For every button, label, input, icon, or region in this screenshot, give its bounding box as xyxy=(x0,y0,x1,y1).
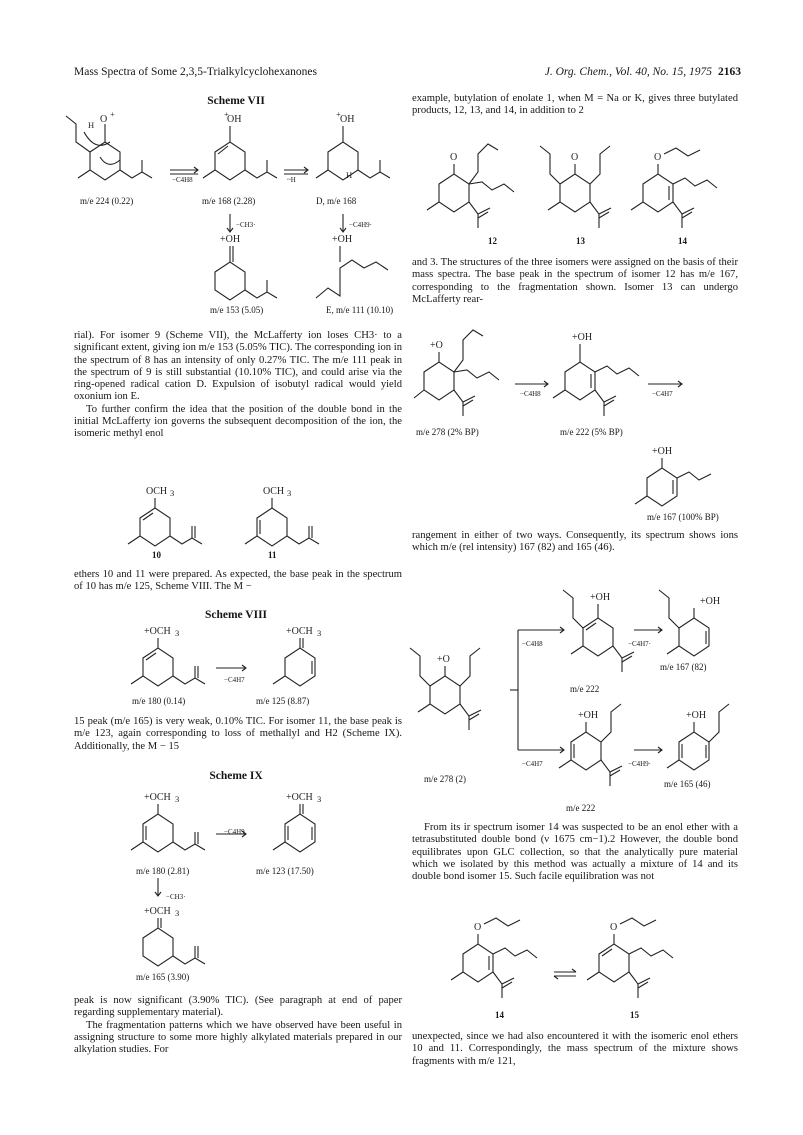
scheme-ix-diagram xyxy=(120,790,350,980)
f13-label-167: m/e 167 (82) xyxy=(660,662,707,672)
s7-reagent-1: −C4H8 xyxy=(172,176,193,184)
paragraph: To further confirm the idea that the position of the double bond in the initial McLafferty ion governs the subsequent decomposition of the ion, the isomeric methyl enol xyxy=(74,403,402,440)
right-text-block-2 xyxy=(412,257,738,306)
s7-label-e111: E, m/e 111 (10.10) xyxy=(326,305,394,315)
page-number: 2163 xyxy=(718,66,741,78)
svg-text:+OH: +OH xyxy=(652,446,673,457)
svg-text:+OH: +OH xyxy=(578,710,599,721)
paragraph: rangement in either of two ways. Consequently, its spectrum shows ions which m/e (rel intensity) 167 (82) and 165 (46). xyxy=(412,530,738,554)
paragraph: The fragmentation patterns which we have observed have been useful in assigning structure to some more highly alkylated materials prepared in our alkylation studies. For xyxy=(74,1019,402,1056)
paragraph: unexpected, since we had also encountered it with the isomeric enol ethers 10 and 11. Correspondingly, the mass spectrum of the mixture shows fragments with m/e 121, xyxy=(412,1031,738,1067)
svg-text:+OCH: +OCH xyxy=(286,792,313,803)
f13-label-165: m/e 165 (46) xyxy=(664,779,711,789)
f12-reagent-1: −C4H8 xyxy=(520,390,541,398)
scheme-viii-diagram xyxy=(120,624,350,684)
paragraph: peak is now significant (3.90% TIC). (See paragraph at end of paper regarding supplementary material). xyxy=(74,995,402,1019)
svg-text:3: 3 xyxy=(170,488,175,498)
svg-text:O: O xyxy=(474,922,482,933)
left-text-block-2 xyxy=(74,569,402,594)
s9-reagent-1: −C4H9 xyxy=(224,828,245,836)
svg-text:O: O xyxy=(654,152,662,163)
svg-text:H: H xyxy=(346,170,353,180)
scheme-vii-title: Scheme VII xyxy=(207,95,265,107)
right-text-block-1 xyxy=(412,93,738,118)
f13-reagent-1: −C4H8 xyxy=(522,640,543,648)
svg-text:+OCH: +OCH xyxy=(286,626,313,637)
svg-text:OH: OH xyxy=(227,114,242,125)
f13-label-222-lower: m/e 222 xyxy=(566,803,596,813)
s7-label-d168: D, m/e 168 xyxy=(316,196,357,206)
right-text-block-5 xyxy=(412,1031,738,1068)
svg-text:O: O xyxy=(100,114,108,125)
svg-text:+OCH: +OCH xyxy=(144,906,171,917)
svg-text:+: + xyxy=(224,109,229,119)
left-text-block-1 xyxy=(74,330,402,441)
f13-reagent-4: −C4H9· xyxy=(628,760,652,768)
svg-text:+OCH: +OCH xyxy=(144,792,171,803)
paragraph: and 3. The structures of the three isomers were assigned on the basis of their mass spectra. The base peak in the spectrum of isomer 12 has m/e 167, corresponding to the fragmentation shown. Isomer 13 can undergo McLafferty rear- xyxy=(412,257,738,305)
f13-label-222-upper: m/e 222 xyxy=(570,684,600,694)
svg-text:+: + xyxy=(336,109,341,119)
svg-text:O: O xyxy=(610,922,618,933)
f12-reagent-2: −C4H7 xyxy=(652,390,673,398)
s7-reagent-3: −CH3· xyxy=(236,221,256,229)
svg-text:+OH: +OH xyxy=(332,234,353,245)
svg-text:3: 3 xyxy=(175,908,180,918)
s7-label-168: m/e 168 (2.28) xyxy=(202,196,256,206)
paragraph: From its ir spectrum isomer 14 was suspected to be an enol ether with a tetrasubstituted double bond (ν 1675 cm−1).2 However, the double bond equilibrates upon GLC collection, so that the analytically pure material which we isolated by this method was actually a mixture of 14 and its double bond isomer 15. Such facile equilibration was not xyxy=(412,822,738,883)
equilibrium-diagram xyxy=(450,906,720,1016)
journal-name: J. Org. Chem., Vol. 40, No. 15, 1975 xyxy=(544,66,712,78)
scheme-viii-title: Scheme VIII xyxy=(204,609,268,621)
s8-reagent: −C4H7 xyxy=(224,676,245,684)
svg-text:+O: +O xyxy=(437,654,450,665)
journal-citation xyxy=(545,66,741,78)
left-text-block-4 xyxy=(74,995,402,1056)
svg-text:OCH: OCH xyxy=(146,486,168,497)
f13-reagent-3: −C4H7 xyxy=(522,760,543,768)
compound-15: 15 xyxy=(630,1010,639,1020)
compound-10: 10 xyxy=(152,550,161,560)
paragraph: ethers 10 and 11 were prepared. As expected, the base peak in the spectrum of 10 has m/e 125, Scheme VIII. The M − xyxy=(74,569,402,593)
paragraph: example, butylation of enolate 1, when M = Na or K, gives three butylated products, 12, 13, and 14, in addition to 2 xyxy=(412,93,738,117)
f12-label-278: m/e 278 (2% BP) xyxy=(416,427,479,437)
fragmentation-12-diagram xyxy=(420,318,740,508)
s7-label-153: m/e 153 (5.05) xyxy=(210,305,264,315)
svg-text:OH: OH xyxy=(340,114,355,125)
right-text-block-3 xyxy=(412,530,738,555)
s7-reagent-2: ~H xyxy=(287,176,296,184)
left-text-block-3 xyxy=(74,716,402,753)
svg-text:+OH: +OH xyxy=(700,596,721,607)
svg-text:3: 3 xyxy=(317,794,322,804)
svg-text:+OCH: +OCH xyxy=(144,626,171,637)
svg-text:+: + xyxy=(110,109,115,119)
s7-reagent-4: −C4H9· xyxy=(349,221,373,229)
svg-text:O: O xyxy=(571,152,579,163)
butylated-products-diagram xyxy=(420,124,740,239)
compound-14: 14 xyxy=(678,236,687,246)
svg-text:+OH: +OH xyxy=(686,710,707,721)
svg-text:OCH: OCH xyxy=(263,486,285,497)
f13-reagent-2: −C4H7· xyxy=(628,640,652,648)
s8-label-125: m/e 125 (8.87) xyxy=(256,696,310,706)
s9-reagent-2: −CH3· xyxy=(166,893,186,901)
svg-text:H: H xyxy=(88,120,95,130)
svg-text:O: O xyxy=(450,152,458,163)
enol-ethers-diagram xyxy=(110,484,350,554)
f12-label-167: m/e 167 (100% BP) xyxy=(647,512,719,522)
compound-11: 11 xyxy=(268,550,277,560)
compound-12: 12 xyxy=(488,236,497,246)
running-title: Mass Spectra of Some 2,3,5-Trialkylcyclohexanones xyxy=(74,66,317,78)
compound-14-equil: 14 xyxy=(495,1010,504,1020)
f12-label-222: m/e 222 (5% BP) xyxy=(560,427,623,437)
svg-text:3: 3 xyxy=(317,628,322,638)
s9-label-123: m/e 123 (17.50) xyxy=(256,866,314,876)
svg-text:+OH: +OH xyxy=(590,592,611,603)
svg-text:+O: +O xyxy=(430,340,443,351)
s7-label-224: m/e 224 (0.22) xyxy=(80,196,134,206)
s9-label-165: m/e 165 (3.90) xyxy=(136,972,190,982)
right-text-block-4 xyxy=(412,822,738,883)
compound-13: 13 xyxy=(576,236,585,246)
svg-text:3: 3 xyxy=(175,794,180,804)
s8-label-180: m/e 180 (0.14) xyxy=(132,696,186,706)
svg-text:+OH: +OH xyxy=(220,234,241,245)
svg-text:+OH: +OH xyxy=(572,332,593,343)
svg-text:3: 3 xyxy=(287,488,292,498)
s9-label-180: m/e 180 (2.81) xyxy=(136,866,190,876)
f13-label-278: m/e 278 (2) xyxy=(424,774,466,784)
scheme-vii-diagram xyxy=(70,109,400,317)
paragraph: 15 peak (m/e 165) is very weak, 0.10% TIC. For isomer 11, the base peak is m/e 123, again corresponding to loss of methallyl and H2 (Scheme IX). Additionally, the M − 15 xyxy=(74,716,402,752)
svg-text:3: 3 xyxy=(175,628,180,638)
scheme-ix-title: Scheme IX xyxy=(209,770,263,782)
paragraph: rial). For isomer 9 (Scheme VII), the McLafferty ion loses CH3· to a significant extent, giving ion m/e 153 (5.05% TIC). The corresponding ion in the spectrum of 8 has an intensity of only 0.27% TIC. The m/e 111 peak in the spectrum of 9 is still substantial (10.10% TIC), and could arise via the ring-opened radical cation D. Expulsion of isobutyl radical would yield oxonium ion E. xyxy=(74,330,402,403)
